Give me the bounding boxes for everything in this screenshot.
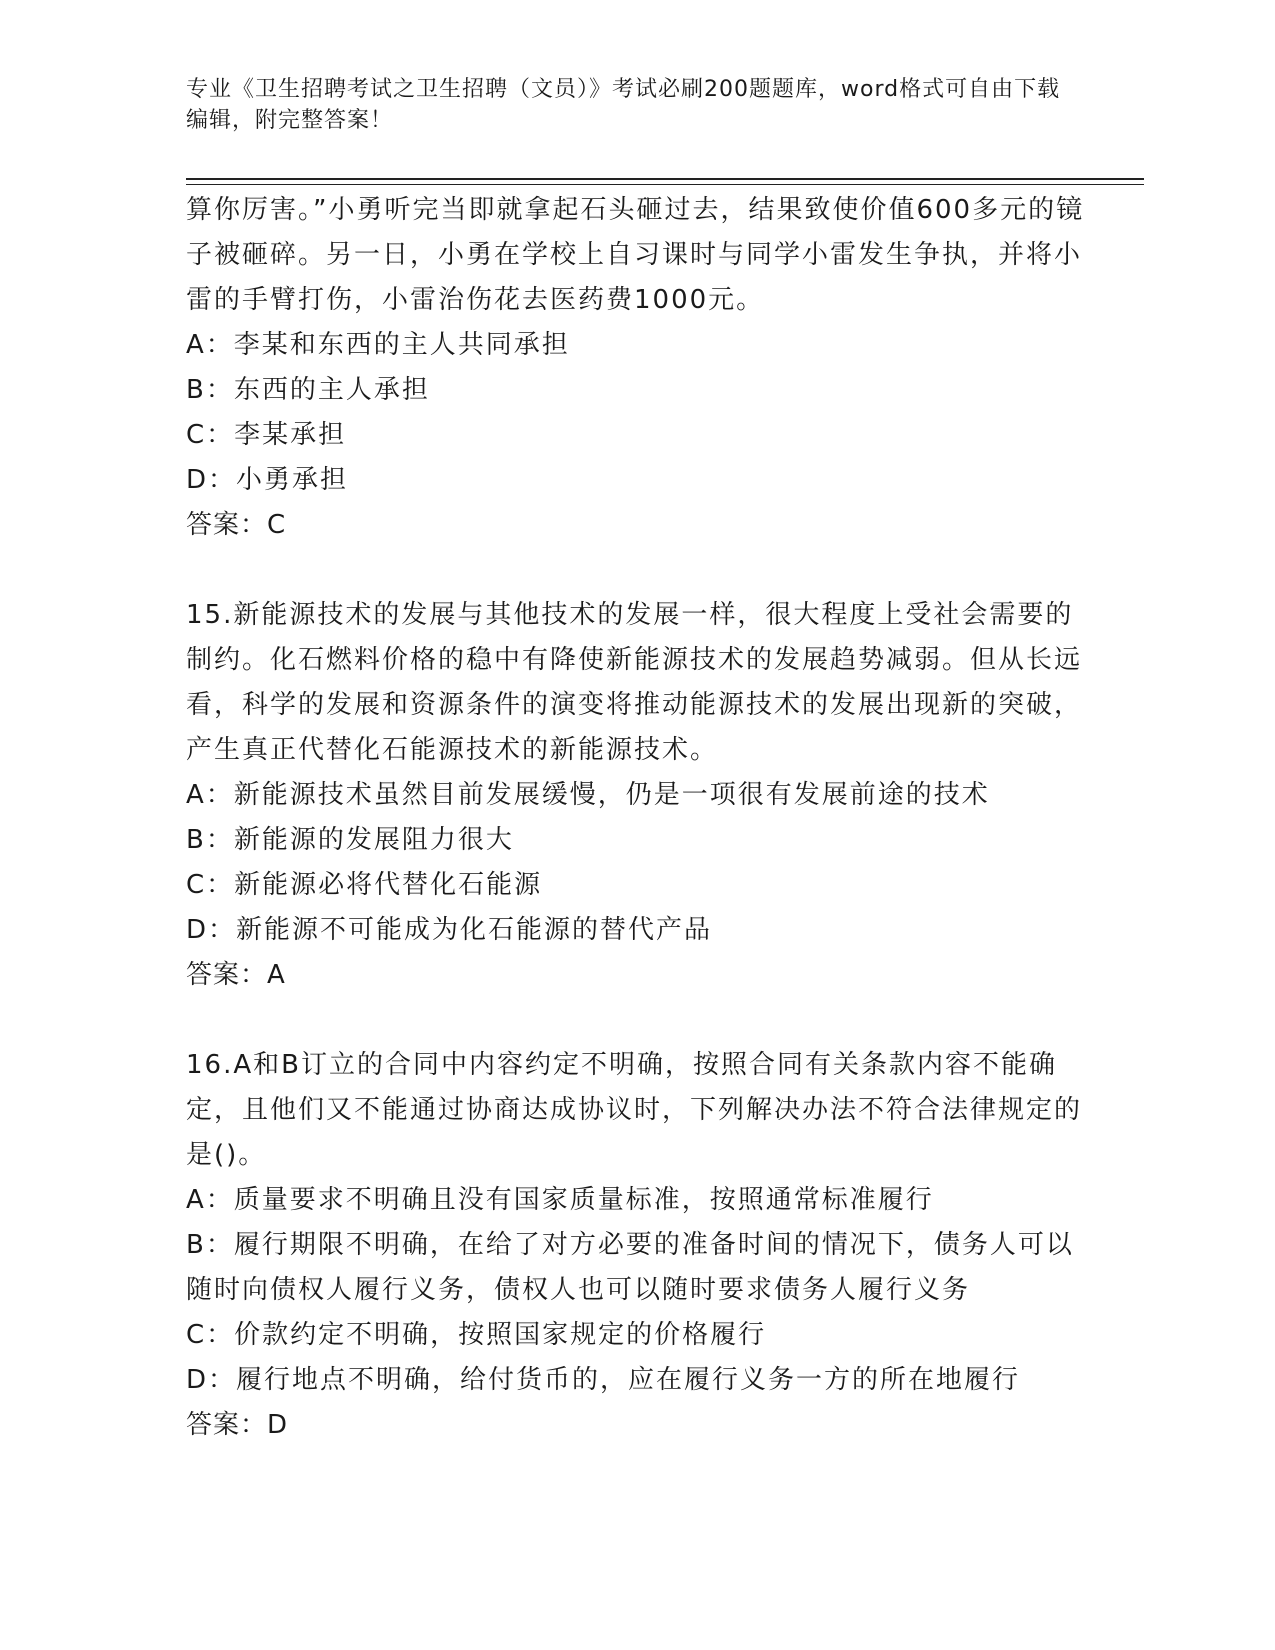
option-d: D：小勇承担	[186, 465, 349, 495]
question-content	[186, 188, 1086, 1448]
answer-line: 答案：A	[186, 960, 286, 990]
header-divider-thin	[186, 184, 1144, 185]
option-a: A：新能源技术虽然目前发展缓慢，仍是一项很有发展前途的技术	[186, 780, 990, 810]
option-c: C：李某承担	[186, 420, 347, 450]
question-text: 16.A和B订立的合同中内容约定不明确，按照合同有关条款内容不能确定，且他们又不能通过协商达成协议时，下列解决办法不符合法律规定的是()。	[186, 1050, 1083, 1170]
document-header	[186, 74, 1076, 136]
spacer	[186, 548, 1086, 593]
option-c: C：价款约定不明确，按照国家规定的价格履行	[186, 1320, 767, 1350]
answer-line: 答案：C	[186, 510, 287, 540]
option-a: A：质量要求不明确且没有国家质量标准，按照通常标准履行	[186, 1185, 934, 1215]
question-15	[186, 593, 1086, 998]
header-divider	[186, 178, 1144, 180]
question-14-tail	[186, 188, 1086, 548]
option-b: B：履行期限不明确，在给了对方必要的准备时间的情况下，债务人可以随时向债权人履行义务，债权人也可以随时要求债务人履行义务	[186, 1230, 1074, 1305]
header-title: 专业《卫生招聘考试之卫生招聘（文员）》考试必刷200题题库，word格式可自由下载编辑，附完整答案！	[186, 77, 1061, 133]
spacer	[186, 998, 1086, 1043]
question-text: 15.新能源技术的发展与其他技术的发展一样，很大程度上受社会需要的制约。化石燃料价格的稳中有降使新能源技术的发展趋势减弱。但从长远看，科学的发展和资源条件的演变将推动能源技术的发展出现新的突破，产生真正代替化石能源技术的新能源技术。	[186, 600, 1083, 765]
option-d: D：新能源不可能成为化石能源的替代产品	[186, 915, 713, 945]
option-b: B：东西的主人承担	[186, 375, 430, 405]
option-c: C：新能源必将代替化石能源	[186, 870, 543, 900]
answer-line: 答案：D	[186, 1410, 289, 1440]
option-d: D：履行地点不明确，给付货币的，应在履行义务一方的所在地履行	[186, 1365, 1021, 1395]
question-text: 算你厉害。”小勇听完当即就拿起石头砸过去，结果致使价值600多元的镜子被砸碎。另一日，小勇在学校上自习课时与同学小雷发生争执，并将小雷的手臂打伤，小雷治伤花去医药费1000元。	[186, 195, 1085, 315]
option-a: A：李某和东西的主人共同承担	[186, 330, 570, 360]
option-b: B：新能源的发展阻力很大	[186, 825, 514, 855]
question-16	[186, 1043, 1086, 1448]
